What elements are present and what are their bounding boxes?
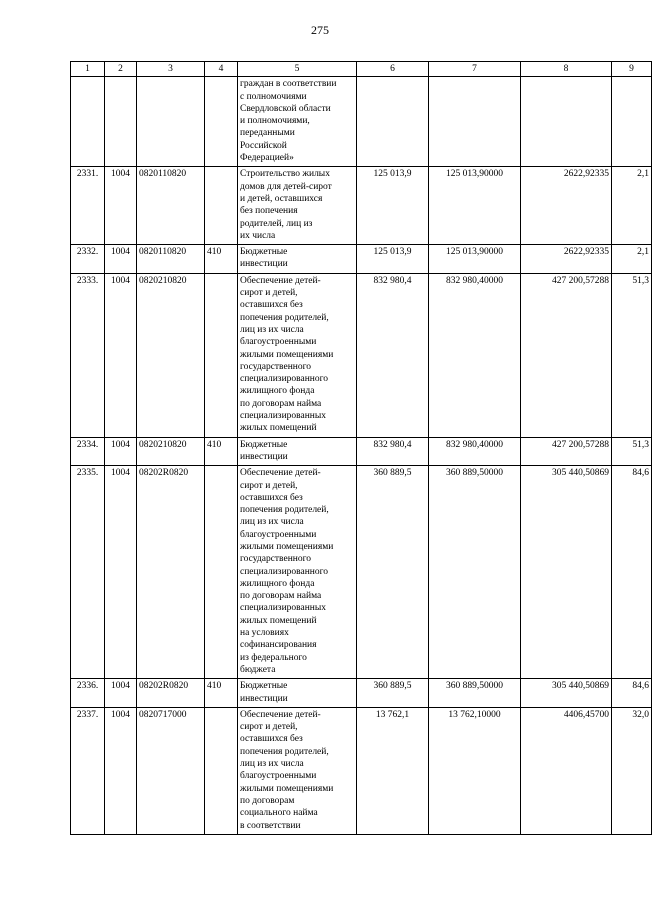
column-7-value-cell: 832 980,40000: [429, 273, 521, 437]
row-number-cell: 2333.: [71, 273, 105, 437]
target-item-code-cell: 0820717000: [137, 707, 205, 834]
column-header: 6: [357, 62, 429, 77]
column-header: 8: [521, 62, 612, 77]
expense-type-cell: [205, 466, 238, 679]
column-header: 7: [429, 62, 521, 77]
budget-table: [70, 61, 652, 835]
description-cell: Обеспечение детей- сирот и детей, оставшихся без попечения родителей, лиц из их числа благоустроенными жилыми помещениями государственного специализированного жилищного фонда по договорам найма специализированных жилых помещений на условиях софинансирования из федерального бюджета: [238, 466, 357, 679]
column-6-value-cell: 13 762,1: [357, 707, 429, 834]
description-cell: Бюджетные инвестиции: [238, 245, 357, 274]
row-number-cell: 2332.: [71, 245, 105, 274]
row-number-cell: 2331.: [71, 167, 105, 245]
table-row: [71, 167, 652, 245]
column-9-value-cell: 84,6: [612, 679, 652, 708]
row-number-cell: 2335.: [71, 466, 105, 679]
expense-type-cell: [205, 707, 238, 834]
target-item-code-cell: 0820110820: [137, 167, 205, 245]
target-item-code-cell: 08202R0820: [137, 679, 205, 708]
description-cell: Бюджетные инвестиции: [238, 679, 357, 708]
column-7-value-cell: 832 980,40000: [429, 437, 521, 466]
target-item-code-cell: 0820210820: [137, 273, 205, 437]
column-6-value-cell: 125 013,9: [357, 167, 429, 245]
section-code-cell: [105, 77, 137, 167]
expense-type-cell: [205, 273, 238, 437]
row-number-cell: 2336.: [71, 679, 105, 708]
section-code-cell: 1004: [105, 245, 137, 274]
table-header-row: [71, 62, 652, 77]
table-row: [71, 707, 652, 834]
column-8-value-cell: 305 440,50869: [521, 466, 612, 679]
page-number: 275: [311, 23, 329, 37]
column-header: 1: [71, 62, 105, 77]
column-6-value-cell: 360 889,5: [357, 679, 429, 708]
row-number-cell: 2337.: [71, 707, 105, 834]
column-header: 2: [105, 62, 137, 77]
column-9-value-cell: 2,1: [612, 167, 652, 245]
column-7-value-cell: 360 889,50000: [429, 466, 521, 679]
column-6-value-cell: [357, 77, 429, 167]
expense-type-cell: 410: [205, 245, 238, 274]
description-cell: граждан в соответствии с полномочиями Свердловской области и полномочиями, переданными Российской Федерацией»: [238, 77, 357, 167]
table-row: [71, 273, 652, 437]
table-row: [71, 679, 652, 708]
column-9-value-cell: 32,0: [612, 707, 652, 834]
column-9-value-cell: 2,1: [612, 245, 652, 274]
table-row: [71, 245, 652, 274]
column-header: 4: [205, 62, 238, 77]
description-cell: Бюджетные инвестиции: [238, 437, 357, 466]
column-7-value-cell: 125 013,90000: [429, 167, 521, 245]
column-8-value-cell: 4406,45700: [521, 707, 612, 834]
column-6-value-cell: 832 980,4: [357, 437, 429, 466]
column-8-value-cell: [521, 77, 612, 167]
expense-type-cell: 410: [205, 679, 238, 708]
column-8-value-cell: 427 200,57288: [521, 273, 612, 437]
section-code-cell: 1004: [105, 466, 137, 679]
column-9-value-cell: [612, 77, 652, 167]
column-7-value-cell: 125 013,90000: [429, 245, 521, 274]
section-code-cell: 1004: [105, 707, 137, 834]
table-row: [71, 466, 652, 679]
section-code-cell: 1004: [105, 437, 137, 466]
row-number-cell: [71, 77, 105, 167]
column-7-value-cell: 13 762,10000: [429, 707, 521, 834]
column-6-value-cell: 125 013,9: [357, 245, 429, 274]
description-cell: Обеспечение детей- сирот и детей, оставшихся без попечения родителей, лиц из их числа благоустроенными жилыми помещениями государственного специализированного жилищного фонда по договорам найма специализированных жилых помещений: [238, 273, 357, 437]
table-row: [71, 77, 652, 167]
column-6-value-cell: 832 980,4: [357, 273, 429, 437]
column-header: 9: [612, 62, 652, 77]
table-body: [71, 77, 652, 835]
description-cell: Обеспечение детей- сирот и детей, оставшихся без попечения родителей, лиц из их числа благоустроенными жилыми помещениями по договорам социального найма в соответствии: [238, 707, 357, 834]
column-9-value-cell: 84,6: [612, 466, 652, 679]
target-item-code-cell: 0820110820: [137, 245, 205, 274]
table-row: [71, 437, 652, 466]
expense-type-cell: [205, 167, 238, 245]
column-8-value-cell: 427 200,57288: [521, 437, 612, 466]
section-code-cell: 1004: [105, 167, 137, 245]
column-9-value-cell: 51,3: [612, 273, 652, 437]
column-8-value-cell: 305 440,50869: [521, 679, 612, 708]
column-header: 3: [137, 62, 205, 77]
column-7-value-cell: 360 889,50000: [429, 679, 521, 708]
description-cell: Строительство жилых домов для детей-сирот и детей, оставшихся без попечения родителей, лиц из их числа: [238, 167, 357, 245]
target-item-code-cell: [137, 77, 205, 167]
target-item-code-cell: 0820210820: [137, 437, 205, 466]
row-number-cell: 2334.: [71, 437, 105, 466]
column-8-value-cell: 2622,92335: [521, 245, 612, 274]
column-header: 5: [238, 62, 357, 77]
column-8-value-cell: 2622,92335: [521, 167, 612, 245]
target-item-code-cell: 08202R0820: [137, 466, 205, 679]
section-code-cell: 1004: [105, 273, 137, 437]
expense-type-cell: 410: [205, 437, 238, 466]
expense-type-cell: [205, 77, 238, 167]
column-9-value-cell: 51,3: [612, 437, 652, 466]
column-6-value-cell: 360 889,5: [357, 466, 429, 679]
section-code-cell: 1004: [105, 679, 137, 708]
column-7-value-cell: [429, 77, 521, 167]
